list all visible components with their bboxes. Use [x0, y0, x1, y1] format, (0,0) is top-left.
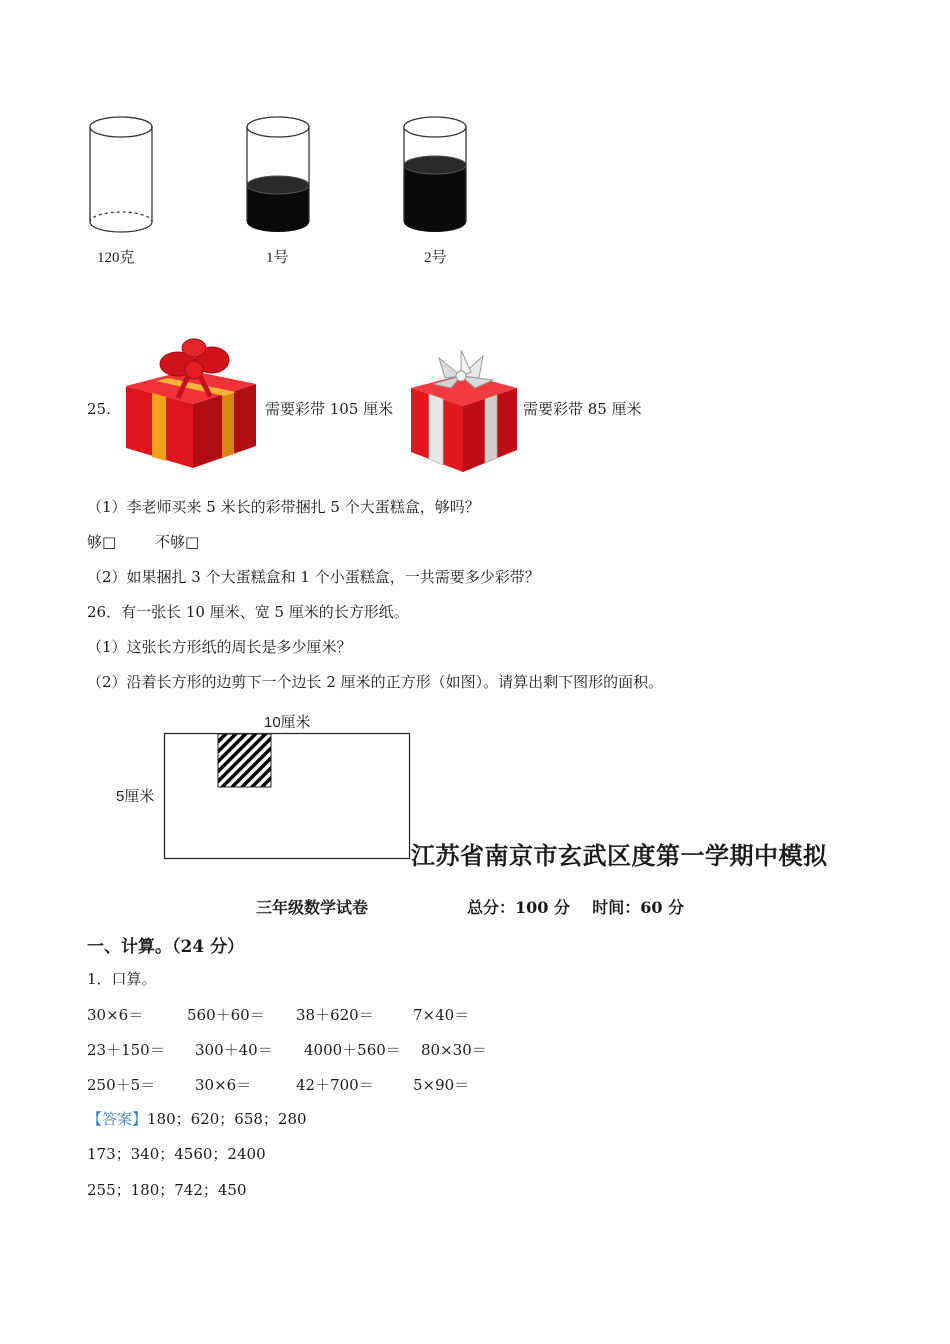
cylinder-label-1: 1号: [266, 250, 289, 266]
small-gift-icon: [405, 348, 523, 476]
small-gift-text: 需要彩带 85 厘米: [523, 400, 642, 418]
cylinder-2: [404, 117, 466, 232]
calc-r2-c3: 5×90＝: [413, 1076, 470, 1094]
cylinder-label-0: 120克: [97, 250, 135, 266]
big-gift-icon: [118, 336, 263, 472]
calc-r0-c0: 30×6＝: [87, 1006, 144, 1024]
calc-r1-c0: 23＋150＝: [87, 1041, 165, 1059]
answer-row-2: 255；180；742；450: [87, 1181, 247, 1199]
calc-r1-c2: 4000＋560＝: [304, 1041, 401, 1059]
calc-r0-c1: 560＋60＝: [187, 1006, 265, 1024]
rectangle-svg: [160, 728, 415, 864]
q25-sub2: （2）如果捆扎 3 个大蛋糕盒和 1 个小蛋糕盒，一共需要多少彩带？: [87, 568, 540, 586]
answer-line-0: [87, 1109, 307, 1129]
exam-title: 江苏省南京市玄武区度第一学期中模拟: [411, 842, 828, 870]
exam-grade: 三年级数学试卷: [256, 898, 369, 917]
label-length: 10厘米: [264, 714, 311, 731]
q25-opt-not-enough: 不够□: [155, 533, 200, 551]
q26-stem: 26．有一张长 10 厘米、宽 5 厘米的长方形纸。: [87, 603, 409, 621]
calc-r2-c1: 30×6＝: [195, 1076, 252, 1094]
q26-sub2: （2）沿着长方形的边剪下一个边长 2 厘米的正方形（如图）。请算出剩下图形的面积。: [87, 673, 664, 691]
big-gift-text: 需要彩带 105 厘米: [265, 400, 394, 418]
q25-opt-enough: 够□: [87, 533, 117, 551]
calc-r1-c1: 300＋40＝: [195, 1041, 273, 1059]
cut-square: [218, 734, 271, 787]
q26-sub1: （1）这张长方形纸的周长是多少厘米？: [87, 638, 352, 656]
q25-number: 25.: [87, 400, 111, 418]
calc-r2-c0: 250＋5＝: [87, 1076, 156, 1094]
calc-r0-c3: 7×40＝: [413, 1006, 470, 1024]
exam-score-time: 总分：100 分 时间：60 分: [467, 898, 685, 917]
cylinder-label-2: 2号: [424, 250, 447, 266]
calc-r2-c2: 42＋700＝: [296, 1076, 374, 1094]
section1-heading: 一、计算。（24 分）: [87, 937, 245, 957]
answer-tag: 【答案】: [87, 1110, 148, 1128]
calc-r1-c3: 80×30＝: [421, 1041, 487, 1059]
answer-row-1: 173；340；4560；2400: [87, 1145, 266, 1163]
q25-sub1: （1）李老师买来 5 米长的彩带捆扎 5 个大蛋糕盒，够吗？: [87, 498, 480, 516]
cylinders-svg: [84, 110, 484, 240]
cylinder-1: [247, 117, 309, 232]
answer-row-0: 180；620；658；280: [147, 1110, 307, 1128]
label-width: 5厘米: [116, 788, 155, 805]
calc-r0-c2: 38＋620＝: [296, 1006, 374, 1024]
section1-q1: 1．口算。: [87, 970, 157, 988]
cylinder-120g: [90, 117, 152, 232]
